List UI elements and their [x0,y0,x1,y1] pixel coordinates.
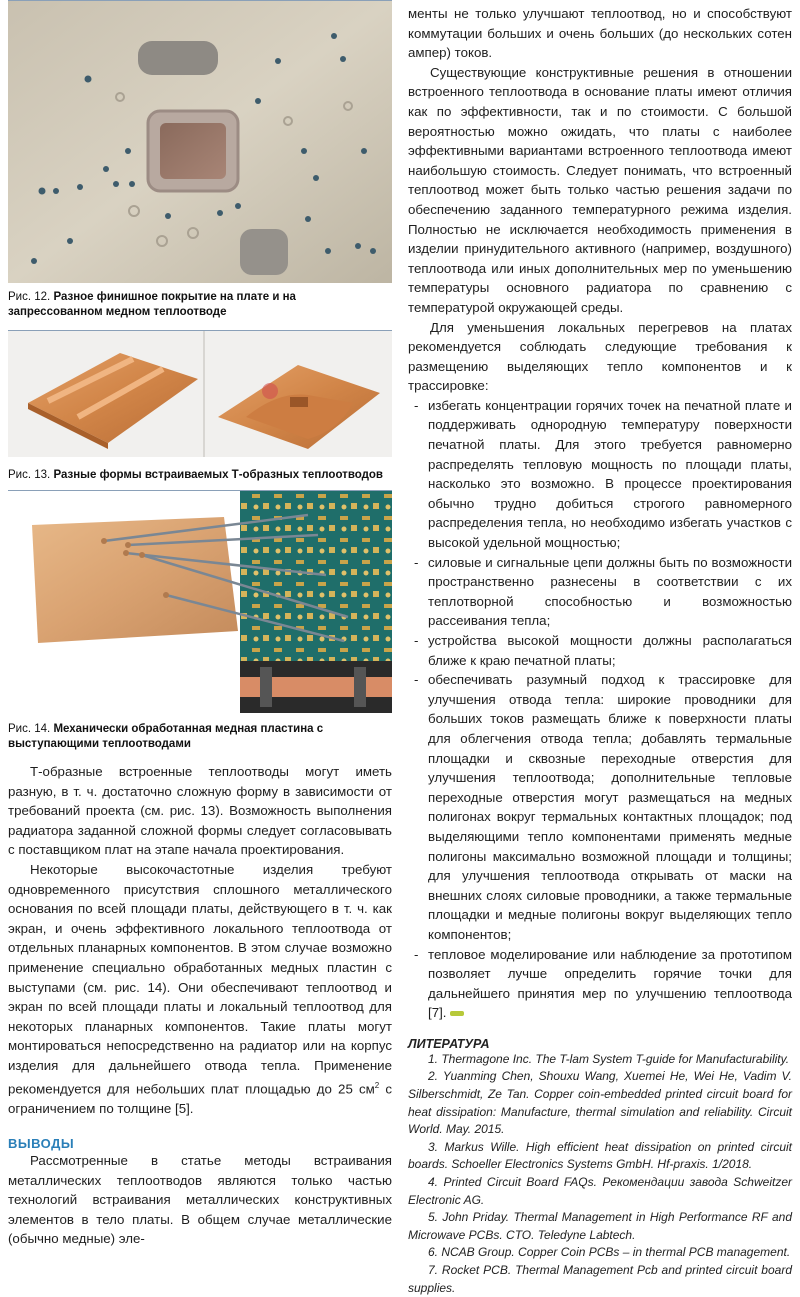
requirements-list [408,396,792,1023]
reference-item: 7. Rocket PCB. Thermal Management Pcb and printed circuit board supplies. [408,1263,792,1295]
requirement-item: - устройства высокой мощности должны располагаться ближе к краю печатной платы; [428,631,792,670]
references-list [408,1051,792,1297]
requirement-item: - обеспечивать разумный подход к трассировке для улучшения отвода тепла: широкие проводники для больших токов размещать ближе к поверхности платы для облегчения отвода тепла; добавлять термальные площадки и сквозные переходные отверстия для улучшения теплоотвода; дополнительные тепловые переходные отверстия могут размещаться на медных полигонах вокруг термальных контактных площадок; под выделяющими тепло компонентами применять медные полигоны максимально возможной площади и толщины; для улучшения теплоотвода открывать от маски на внешних слоях силовые проводники, а также термальные площадки и медные полигоны вокруг выделяющих тепло компонентов; [428,670,792,944]
figure-12-label: Рис. 12. [8,291,51,303]
reference-item: 6. NCAB Group. Copper Coin PCBs – in thermal PCB management. [428,1245,791,1260]
requirement-item: - избегать концентрации горячих точек на печатной плате и поддерживать однородную температуру поверхности печатной платы. Для этого требуется равномерно распределять тепловую мощность по площади платы, насколько это возможно. В процессе проектирования обычно трудно добиться строгого равномерного распределения тепла, но необходимо избегать участков с высокой удельной мощностью; [428,396,792,553]
end-of-article-mark [450,1011,464,1016]
right-column-text [408,4,792,1297]
left-paragraph-2 [8,860,392,1118]
left-paragraph-2-b: с ограничением по толщине [5]. [8,1080,393,1116]
figure-14-label: Рис. 14. [8,723,51,735]
figure-13-caption [8,468,392,483]
requirement-item: - силовые и сигнальные цепи должны быть по возможности пространственно разнесены в соответствии с их теплотворной способностью и возможностью рассеивания тепла; [428,553,792,631]
requirement-item-text: тепловое моделирование или наблюдение за прототипом позволяет лучше определить горячие точки для дальнейшего принятия мер по улучшению теплоотвода [7]. [428,946,792,1021]
reference-item: 5. John Priday. Thermal Management in High Performance RF and Microwave PCBs. CTO. Teledyne Labtech. [408,1210,792,1242]
conclusions-paragraph: Рассмотренные в статье методы встраивания металлических теплоотводов являются только частью технологий встраивания металлических конструктивных элементов в тело платы. В общем случае металлические (обычно медные) эле- [8,1153,392,1247]
reference-item: 4. Printed Circuit Board FAQs. Рекомендации завода Schweitzer Electronic AG. [408,1175,792,1207]
conclusions-heading: ВЫВОДЫ [8,1136,75,1152]
right-paragraph-2: Существующие конструктивные решения в отношении встроенного теплоотвода в основание платы имеют отличия как по эффективности, так и по стоимости. С большой вероятностью можно ожидать, что платы с наиболее эффективными вариантами встроенного теплоотвода имеют наибольшую стоимость. Следует понимать, что встроенный теплоотвод может быть только частью решения задачи по обеспечению заданного температурного режима изделия. Полностью не исключается необходимость применения в изделии принудительного активного (например, воздушного) теплоотвода или иных дополнительных мер по уменьшению температуры основного радиатора по сравнению с температурой окружающей среды. [408,64,792,315]
figure-14-image [8,490,392,713]
right-paragraph-continued: менты не только улучшают теплоотвод, но и способствуют коммутации больших и очень больших (до нескольких сотен ампер) токов. [408,6,792,61]
reference-item: 1. Thermagone Inc. The T-lam System T-guide for Manufacturability. [428,1051,790,1066]
right-paragraph-3: Для уменьшения локальных перегревов на платах рекомендуется соблюдать следующие требования к размещению выделяющих тепло компонентов и к трассировке: [408,319,792,394]
figure-12-caption [8,290,392,320]
figure-13-label: Рис. 13. [8,469,51,481]
superscript-2: 2 [374,1080,380,1090]
reference-item: 3. Markus Wille. High efficient heat dissipation on printed circuit boards. Schoeller Electronics Systems GmbH. Hf-praxis. 1/2018. [408,1139,792,1172]
figure-13-image [8,330,392,457]
reference-item: 2. Yuanming Chen, Shouxu Wang, Xuemei He, Wei He, Vadim V. Silberschmidt, Ze Tan. Copper coin-embedded printed circuit board for heat dissipation: Manufacture, thermal simulation and reliability. Circuit World. May. 2015. [408,1069,792,1137]
figure-14-caption [8,722,392,752]
literature-title: ЛИТЕРАТУРА [408,1036,490,1051]
figure-12-image [8,0,392,283]
figure-12-caption-text: Разное финишное покрытие на плате и на запрессованном медном теплоотводе [8,291,296,318]
requirement-item-last [428,945,792,1023]
figure-14-caption-text: Механически обработанная медная пластина с выступающими теплоотводами [8,723,324,750]
figure-13-caption-text: Разные формы встраиваемых Т-образных теплоотводов [53,469,384,481]
left-column-text [8,762,392,1249]
left-paragraph-1: Т-образные встроенные теплоотводы могут иметь разную, в т. ч. достаточно сложную форму в зависимости от требований проекта (см. рис. 13). Возможность выполнения радиатора заданной сложной формы следует согласовывать с поставщиком плат на этапе начала проектирования. [8,764,392,858]
left-paragraph-2-a: Некоторые высокочастотные изделия требуют одновременного присутствия сплошного металлического основания по всей площади платы, действующего в т. ч. как экран, и очень эффективного локального теплоотвода от отдельных планарных компонентов. В этом случае возможно применение специально обработанных медных пластин с выступами (см. рис. 14). Они обеспечивают теплоотвод и экран по всей площади платы и локальный теплоотвод для некоторых планарных компонентов. Такие платы могут монтироваться непосредственно на радиатор или на корпус изделия для дальнейшего отвода тепла. Применение рекомендуется для небольших плат площадью до 25 см [8,861,392,1096]
